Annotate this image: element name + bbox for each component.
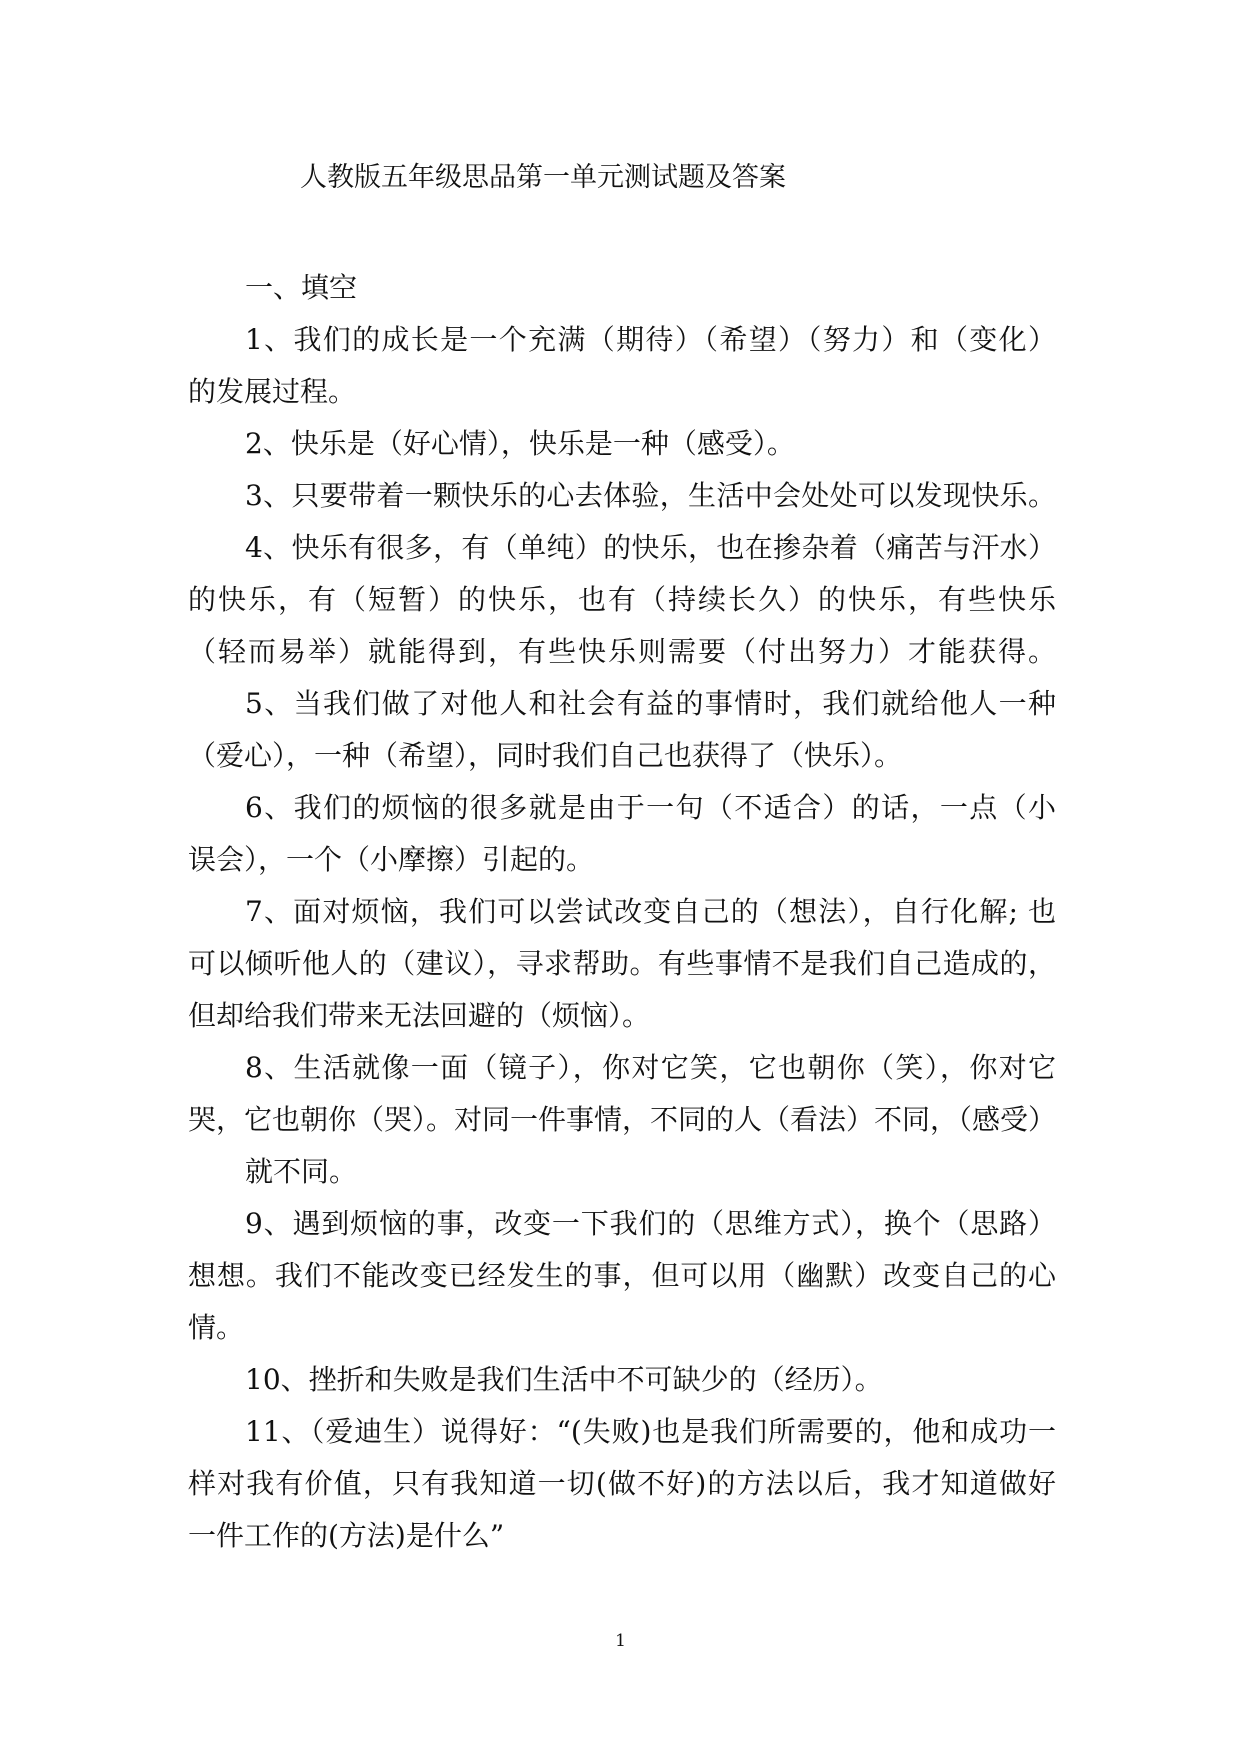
question-10: 10、挫折和失败是我们生活中不可缺少的（经历）。 xyxy=(245,1363,883,1396)
question-8-line-1: 8、生活就像一面（镜子），你对它笑，它也朝你（笑），你对它 xyxy=(245,1051,1056,1084)
question-7-line-1: 7、面对烦恼，我们可以尝试改变自己的（想法），自行化解; 也 xyxy=(245,895,1056,928)
question-5-line-1: 5、当我们做了对他人和社会有益的事情时，我们就给他人一种 xyxy=(245,687,1056,720)
question-5-line-2: （爱心），一种（希望），同时我们自己也获得了（快乐）。 xyxy=(188,739,903,772)
question-9-line-1: 9、遇到烦恼的事，改变一下我们的（思维方式），换个（思路） xyxy=(245,1207,1056,1240)
question-6-line-1: 6、我们的烦恼的很多就是由于一句（不适合）的话，一点（小 xyxy=(245,791,1056,824)
question-4-line-3: （轻而易举）就能得到，有些快乐则需要（付出努力）才能获得。 xyxy=(188,635,1056,668)
question-8-line-3: 就不同。 xyxy=(245,1155,358,1188)
question-7-line-3: 但却给我们带来无法回避的（烦恼）。 xyxy=(188,999,651,1032)
question-2: 2、快乐是（好心情），快乐是一种（感受）。 xyxy=(245,427,795,460)
question-8-line-2: 哭，它也朝你（哭）。对同一件事情，不同的人（看法）不同，（感受） xyxy=(188,1103,1056,1136)
question-11-line-1: 11、（爱迪生）说得好：“(失败)也是我们所需要的，他和成功一 xyxy=(245,1415,1056,1448)
question-6-line-2: 误会），一个（小摩擦）引起的。 xyxy=(188,843,595,876)
question-9-line-3: 情。 xyxy=(188,1311,245,1344)
question-9-line-2: 想想。我们不能改变已经发生的事，但可以用（幽默）改变自己的心 xyxy=(188,1259,1056,1292)
page-number: 1 xyxy=(615,1631,626,1651)
document-title: 人教版五年级思品第一单元测试题及答案 xyxy=(300,162,786,193)
question-11-line-3: 一件工作的(方法)是什么” xyxy=(188,1519,505,1552)
question-4-line-1: 4、快乐有很多，有（单纯）的快乐，也在掺杂着（痛苦与汗水） xyxy=(245,531,1056,564)
question-7-line-2: 可以倾听他人的（建议），寻求帮助。有些事情不是我们自己造成的， xyxy=(188,947,1056,980)
question-3: 3、只要带着一颗快乐的心去体验，生活中会处处可以发现快乐。 xyxy=(245,479,1056,512)
question-4-line-2: 的快乐，有（短暂）的快乐，也有（持续长久）的快乐，有些快乐 xyxy=(188,583,1056,616)
question-1-line-2: 的发展过程。 xyxy=(188,375,357,408)
question-11-line-2: 样对我有价值，只有我知道一切(做不好)的方法以后，我才知道做好 xyxy=(188,1467,1056,1500)
section-heading: 一、填空 xyxy=(245,271,358,304)
document-body xyxy=(188,262,1056,1562)
question-1-line-1: 1、我们的成长是一个充满（期待）（希望）（努力）和（变化） xyxy=(245,323,1056,356)
